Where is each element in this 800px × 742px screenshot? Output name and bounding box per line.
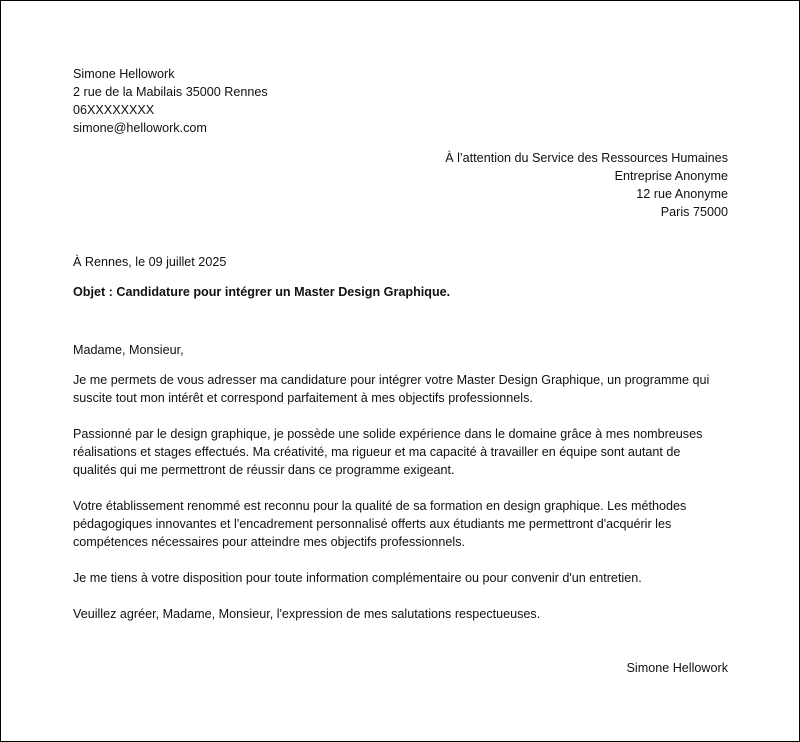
body-paragraph-2-line-3: qualités qui me permettront de réussir dans ce programme exigeant. (73, 463, 455, 477)
body-paragraph-1-line-1: Je me permets de vous adresser ma candidature pour intégrer votre Master Design Graphique, un programme qui (73, 373, 710, 387)
date-line: À Rennes, le 09 juillet 2025 (73, 255, 227, 269)
sender-email: simone@hellowork.com (73, 121, 207, 135)
body-paragraph-2-line-2: réalisations et stages effectués. Ma créativité, ma rigueur et ma capacité à travailler en équipe sont autant de (73, 445, 681, 459)
body-paragraph-3-line-2: pédagogiques innovantes et l'encadrement personnalisé offerts aux étudiants me permettront d'acquérir les (73, 517, 672, 531)
body-paragraph-4-line-1: Je me tiens à votre disposition pour toute information complémentaire ou pour convenir d'un entretien. (73, 571, 642, 585)
closing-paragraph: Veuillez agréer, Madame, Monsieur, l'expression de mes salutations respectueuses. (73, 607, 541, 621)
salutation: Madame, Monsieur, (73, 343, 184, 357)
body-paragraph-2-line-1: Passionné par le design graphique, je possède une solide expérience dans le domaine grâce à mes nombreuses (73, 427, 703, 441)
body-paragraph-3-line-1: Votre établissement renommé est reconnu pour la qualité de sa formation en design graphique. Les méthodes (73, 499, 687, 513)
signature-name: Simone Hellowork (626, 661, 728, 675)
recipient-attention: À l’attention du Service des Ressources Humaines (445, 151, 728, 165)
recipient-street: 12 rue Anonyme (636, 187, 728, 201)
body-paragraph-3-line-3: compétences nécessaires pour atteindre mes objectifs professionnels. (73, 535, 466, 549)
recipient-city: Paris 75000 (660, 205, 728, 219)
recipient-company: Entreprise Anonyme (614, 169, 728, 183)
sender-address: 2 rue de la Mabilais 35000 Rennes (73, 85, 268, 99)
sender-phone: 06XXXXXXXX (73, 103, 155, 117)
subject-line: Objet : Candidature pour intégrer un Master Design Graphique. (73, 285, 451, 299)
sender-name: Simone Hellowork (73, 67, 175, 81)
body-paragraph-1-line-2: suscite tout mon intérêt et correspond parfaitement à mes objectifs professionnels. (73, 391, 533, 405)
